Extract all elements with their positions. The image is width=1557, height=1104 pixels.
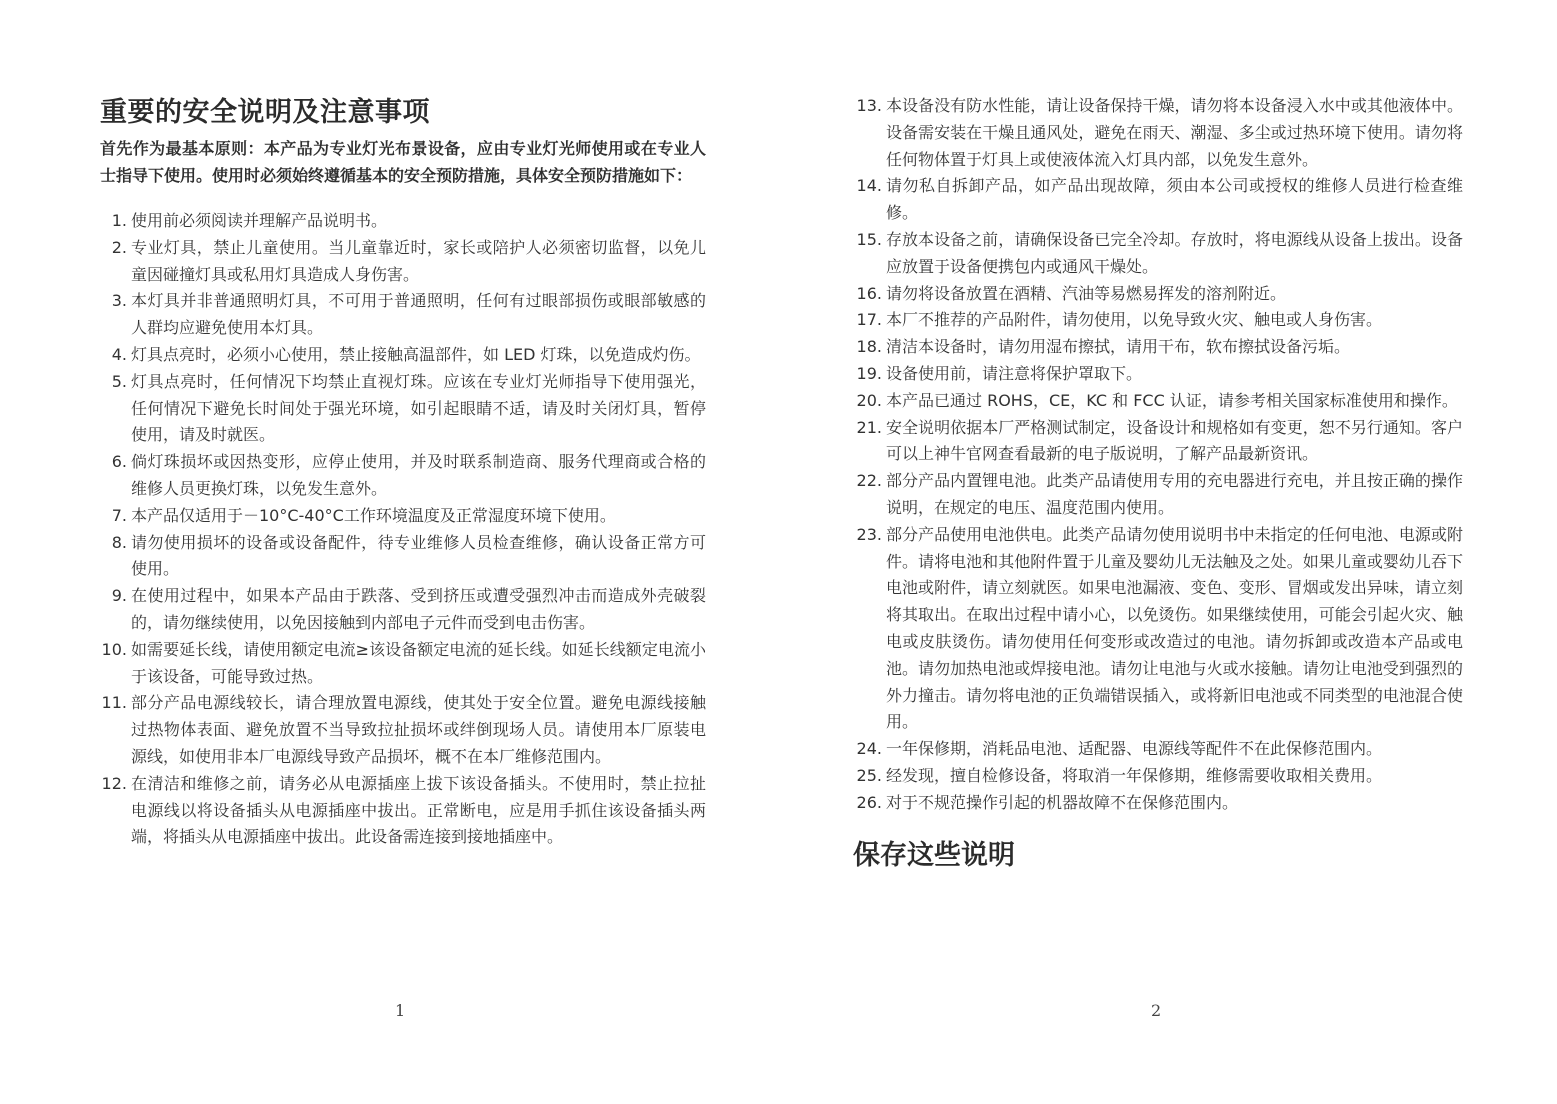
item-text: 本产品仅适用于－10°C-40°C工作环境温度及正常湿度环境下使用。 bbox=[131, 505, 616, 525]
list-item bbox=[853, 736, 1463, 763]
save-instructions-heading: 保存这些说明 bbox=[853, 839, 1015, 871]
item-number: 15. bbox=[856, 229, 882, 249]
item-number: 4. bbox=[111, 344, 127, 364]
item-number: 24. bbox=[856, 739, 882, 759]
item-text: 在清洁和维修之前，请务必从电源插座上拔下该设备插头。不使用时，禁止拉扯电源线以将设备插头从电源插座中拔出。正常断电，应是用手抓住该设备插头两端，将插头从电源插座中拔出。此设备需连接到接地插座中。 bbox=[131, 773, 706, 847]
item-text: 在使用过程中，如果本产品由于跌落、受到挤压或遭受强烈冲击而造成外壳破裂的，请勿继续使用，以免因接触到内部电子元件而受到电击伤害。 bbox=[131, 586, 706, 632]
item-number: 3. bbox=[111, 291, 127, 311]
item-number: 8. bbox=[111, 532, 127, 552]
list-item bbox=[853, 227, 1463, 281]
item-number: 26. bbox=[856, 792, 882, 812]
list-item bbox=[100, 369, 706, 449]
list-item bbox=[853, 468, 1463, 522]
item-number: 25. bbox=[856, 765, 882, 785]
item-number: 17. bbox=[856, 310, 882, 330]
item-number: 10. bbox=[101, 639, 127, 659]
list-item bbox=[100, 690, 706, 770]
item-number: 7. bbox=[111, 505, 127, 525]
item-text: 部分产品使用电池供电。此类产品请勿使用说明书中未指定的任何电池、电源或附件。请将电池和其他附件置于儿童及婴幼儿无法触及之处。如果儿童或婴幼儿吞下电池或附件，请立刻就医。如果电池漏液、变色、变形、冒烟或发出异味，请立刻将其取出。在取出过程中请小心，以免烫伤。如果继续使用，可能会引起火灾、触电或皮肤烫伤。请勿使用任何变形或改造过的电池。请勿拆卸或改造本产品或电池。请勿加热电池或焊接电池。请勿让电池与火或水接触。请勿让电池受到强烈的外力撞击。请勿将电池的正负端错误插入，或将新旧电池或不同类型的电池混合使用。 bbox=[886, 524, 1463, 732]
list-item bbox=[100, 449, 706, 503]
item-text: 一年保修期，消耗品电池、适配器、电源线等配件不在此保修范围内。 bbox=[886, 739, 1383, 759]
list-item bbox=[100, 583, 706, 637]
item-text: 本厂不推荐的产品附件，请勿使用，以免导致火灾、触电或人身伤害。 bbox=[886, 310, 1383, 330]
item-number: 21. bbox=[856, 417, 882, 437]
item-text: 专业灯具，禁止儿童使用。当儿童靠近时，家长或陪护人必须密切监督，以免儿童因碰撞灯具或私用灯具造成人身伤害。 bbox=[131, 237, 706, 284]
item-text: 请勿私自拆卸产品，如产品出现故障，须由本公司或授权的维修人员进行检查维修。 bbox=[886, 176, 1463, 223]
list-item bbox=[853, 522, 1463, 736]
list-item bbox=[853, 763, 1463, 790]
list-item bbox=[853, 93, 1463, 173]
item-text: 请勿使用损坏的设备或设备配件，待专业维修人员检查维修，确认设备正常方可使用。 bbox=[131, 532, 706, 579]
list-item bbox=[853, 361, 1463, 388]
right-page bbox=[853, 0, 1463, 895]
item-text: 部分产品电源线较长，请合理放置电源线，使其处于安全位置。避免电源线接触过热物体表面、避免放置不当导致拉扯损坏或绊倒现场人员。请使用本厂原装电源线，如使用非本厂电源线导致产品损坏，概不在本厂维修范围内。 bbox=[131, 693, 706, 766]
list-item bbox=[853, 307, 1463, 334]
item-text: 本灯具并非普通照明灯具，不可用于普通照明，任何有过眼部损伤或眼部敏感的人群均应避免使用本灯具。 bbox=[131, 291, 706, 338]
list-item bbox=[100, 342, 706, 369]
item-text: 设备使用前，请注意将保护罩取下。 bbox=[886, 363, 1143, 383]
item-number: 1. bbox=[111, 211, 127, 230]
list-item bbox=[100, 503, 706, 530]
item-number: 5. bbox=[111, 371, 127, 391]
item-text: 清洁本设备时，请勿用湿布擦拭，请用干布，软布擦拭设备污垢。 bbox=[886, 337, 1351, 357]
item-number: 14. bbox=[856, 176, 882, 196]
list-item bbox=[853, 173, 1463, 227]
item-number: 6. bbox=[111, 452, 127, 472]
item-number: 20. bbox=[856, 390, 882, 410]
item-text: 请勿将设备放置在酒精、汽油等易燃易挥发的溶剂附近。 bbox=[886, 283, 1287, 303]
item-number: 19. bbox=[856, 363, 882, 383]
list-item bbox=[100, 530, 706, 584]
item-text: 如需要延长线，请使用额定电流≥该设备额定电流的延长线。如延长线额定电流小于该设备，可能导致过热。 bbox=[131, 639, 706, 686]
list-item bbox=[853, 388, 1463, 415]
item-number: 18. bbox=[856, 337, 882, 357]
item-text: 存放本设备之前，请确保设备已完全冷却。存放时，将电源线从设备上拔出。设备应放置于设备便携包内或通风干燥处。 bbox=[886, 229, 1463, 276]
safety-list-right bbox=[853, 93, 1463, 817]
page-number-left: 1 bbox=[395, 1001, 406, 1020]
item-text: 部分产品内置锂电池。此类产品请使用专用的充电器进行充电，并且按正确的操作说明，在规定的电压、温度范围内使用。 bbox=[886, 471, 1463, 517]
item-text: 使用前必须阅读并理解产品说明书。 bbox=[131, 211, 388, 230]
list-item bbox=[853, 281, 1463, 308]
list-item bbox=[100, 637, 706, 691]
list-item bbox=[100, 208, 706, 235]
item-text: 本产品已通过 ROHS，CE，KC 和 FCC 认证，请参考相关国家标准使用和操作。 bbox=[886, 390, 1458, 410]
item-text: 灯具点亮时，必须小心使用，禁止接触高温部件，如 LED 灯珠，以免造成灼伤。 bbox=[131, 344, 701, 364]
list-item bbox=[853, 334, 1463, 361]
list-item bbox=[853, 790, 1463, 817]
safety-list-left bbox=[100, 208, 706, 851]
page-title: 重要的安全说明及注意事项 bbox=[100, 97, 430, 128]
item-number: 23. bbox=[856, 524, 882, 544]
item-text: 本设备没有防水性能，请让设备保持干燥，请勿将本设备浸入水中或其他液体中。设备需安装在干燥且通风处，避免在雨天、潮湿、多尘或过热环境下使用。请勿将任何物体置于灯具上或使液体流入灯具内部，以免发生意外。 bbox=[886, 96, 1463, 169]
list-item bbox=[100, 288, 706, 342]
list-item bbox=[853, 415, 1463, 469]
item-number: 11. bbox=[101, 693, 127, 713]
item-text: 安全说明依据本厂严格测试制定，设备设计和规格如有变更，恕不另行通知。客户可以上神牛官网查看最新的电子版说明，了解产品最新资讯。 bbox=[886, 417, 1463, 464]
item-number: 13. bbox=[856, 96, 882, 115]
item-text: 灯具点亮时，任何情况下均禁止直视灯珠。应该在专业灯光师指导下使用强光，任何情况下避免长时间处于强光环境，如引起眼睛不适，请及时关闭灯具，暂停使用，请及时就医。 bbox=[131, 371, 706, 445]
item-number: 2. bbox=[111, 237, 127, 257]
left-page bbox=[100, 0, 706, 851]
intro-paragraph: 首先作为最基本原则：本产品为专业灯光布景设备，应由专业灯光师使用或在专业人士指导下使用。使用时必须始终遵循基本的安全预防措施，具体安全预防措施如下： bbox=[100, 139, 706, 185]
item-text: 对于不规范操作引起的机器故障不在保修范围内。 bbox=[886, 792, 1239, 812]
page-number-right: 2 bbox=[1151, 1001, 1162, 1020]
list-item bbox=[100, 771, 706, 851]
item-number: 9. bbox=[111, 586, 127, 606]
list-item bbox=[100, 235, 706, 289]
item-number: 16. bbox=[856, 283, 882, 303]
item-number: 22. bbox=[856, 471, 882, 491]
item-text: 倘灯珠损坏或因热变形，应停止使用，并及时联系制造商、服务代理商或合格的维修人员更换灯珠，以免发生意外。 bbox=[131, 452, 706, 498]
item-text: 经发现，擅自检修设备，将取消一年保修期，维修需要收取相关费用。 bbox=[886, 765, 1383, 785]
item-number: 12. bbox=[101, 773, 127, 793]
